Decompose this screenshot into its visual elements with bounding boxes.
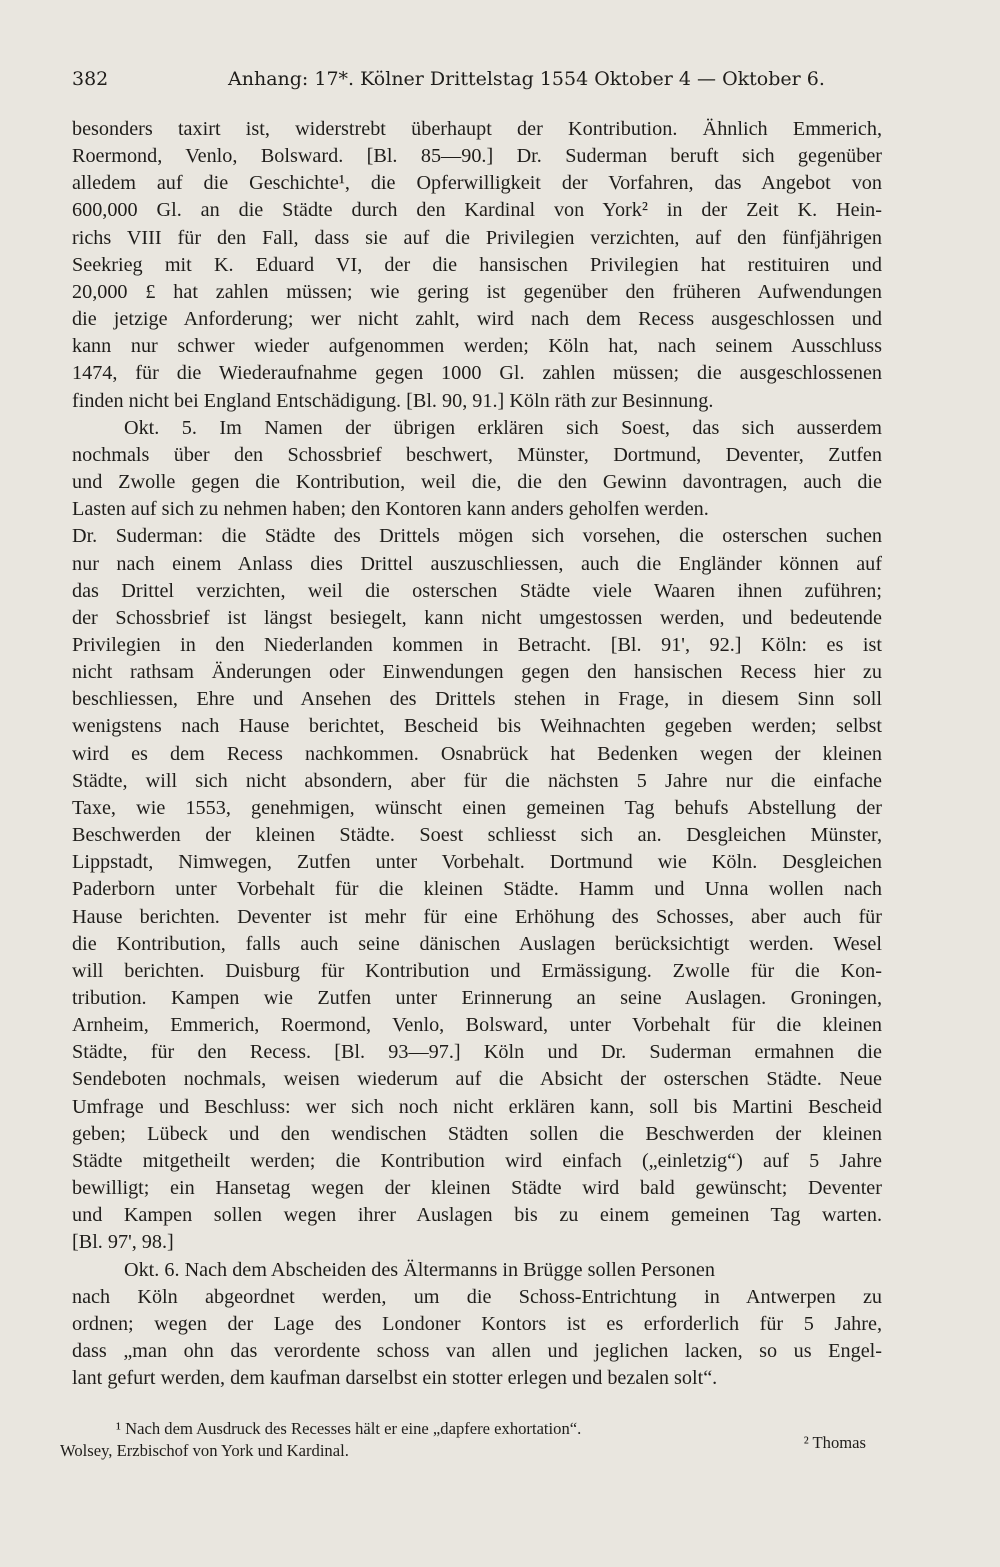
text-line: ordnen; wegen der Lage des Londoner Kontors ist es erforderlich für 5 Jahre, [72,1312,882,1335]
running-title: Anhang: 17*. Kölner Drittelstag 1554 Oktober 4 — Oktober 6. [228,68,825,90]
text-line: beschliessen, Ehre und Ansehen des Drittels stehen in Frage, in diesem Sinn soll [72,688,882,711]
text-line: richs VIII für den Fall, dass sie auf die Privilegien verzichten, auf den fünfjährigen [72,226,882,249]
text-line: 1474, für die Wiederaufnahme gegen 1000 Gl. zahlen müssen; die ausgeschlossenen [72,362,882,385]
footnotes [60,1418,870,1462]
text-line: die jetzige Anforderung; wer nicht zahlt, wird nach dem Recess ausgeschlossen und [72,308,882,331]
text-line: geben; Lübeck und den wendischen Städten sollen die Beschwerden der kleinen [72,1122,882,1145]
text-line: finden nicht bei England Entschädigung. [Bl. 90, 91.] Köln räth zur Besinnung. [72,389,714,412]
text-line: das Drittel verzichten, weil die osterschen Städte viele Waaren ihnen zuführen; [72,579,882,602]
text-line: Städte mitgetheilt werden; die Kontribution wird einfach („einletzig“) auf 5 Jahre [72,1149,882,1172]
text-line: und Kampen sollen wegen ihrer Auslagen bis zu einem gemeinen Tag warten. [72,1204,882,1227]
text-line: Umfrage und Beschluss: wer sich noch nicht erklären kann, soll bis Martini Bescheid [72,1095,882,1118]
text-line: nach Köln abgeordnet werden, um die Schoss-Entrichtung in Antwerpen zu [72,1285,882,1308]
text-line: [Bl. 97', 98.] [72,1231,174,1254]
text-line: Arnheim, Emmerich, Roermond, Venlo, Bolsward, unter Vorbehalt für die kleinen [72,1014,882,1037]
text-line: Okt. 6. Nach dem Abscheiden des Ältermanns in Brügge sollen Personen [124,1258,715,1281]
body-text [72,116,882,1392]
text-line: Städte, will sich nicht absondern, aber für die nächsten 5 Jahre nur die einfache [72,769,882,792]
text-line: besonders taxirt ist, widerstrebt überhaupt der Kontribution. Ähnlich Emmerich, [72,118,882,140]
text-line: tribution. Kampen wie Zutfen unter Erinnerung an seine Auslagen. Groningen, [72,987,882,1009]
text-line: kann nur schwer wieder aufgenommen werden; Köln hat, nach seinem Ausschluss [72,335,882,358]
text-line: wenigstens nach Hause berichtet, Bescheid bis Weihnachten gegeben werden; selbst [72,715,882,738]
text-line: Paderborn unter Vorbehalt für die kleinen Städte. Hamm und Unna wollen nach [72,878,882,901]
text-line: Seekrieg mit K. Eduard VI, der die hansischen Privilegien hat restituiren und [72,253,882,276]
text-line: Hause berichten. Deventer ist mehr für eine Erhöhung des Schosses, aber auch für [72,905,882,928]
text-line: Roermond, Venlo, Bolsward. [Bl. 85—90.] Dr. Suderman beruft sich gegenüber [72,145,882,168]
text-line: Okt. 5. Im Namen der übrigen erklären sich Soest, das sich ausserdem [124,416,882,439]
text-line: Städte, für den Recess. [Bl. 93—97.] Köln und Dr. Suderman ermahnen die [72,1041,882,1064]
text-line: die Kontribution, falls auch seine dänischen Auslagen berücksichtigt werden. Wesel [72,932,882,955]
text-line: 20,000 £ hat zahlen müssen; wie gering ist gegenüber den früheren Aufwendungen [72,280,882,303]
text-line: Taxe, wie 1553, genehmigen, wünscht einen gemeinen Tag behufs Abstellung der [72,796,882,819]
text-line: will berichten. Duisburg für Kontribution und Ermässigung. Zwolle für die Kon- [72,959,882,982]
text-line: Lippstadt, Nimwegen, Zutfen unter Vorbehalt. Dortmund wie Köln. Desgleichen [72,851,882,874]
text-line: wird es dem Recess nachkommen. Osnabrück hat Bedenken wegen der kleinen [72,742,882,765]
text-line: bewilligt; ein Hansetag wegen der kleinen Städte wird bald gewünscht; Deventer [72,1177,882,1200]
text-line: 600,000 Gl. an die Städte durch den Kardinal von York² in der Zeit K. Hein- [72,199,882,222]
footnote-1: ¹ Nach dem Ausdruck des Recesses hält er eine „dapfere exhortation“. [116,1419,582,1438]
footnote-2-continuation: Wolsey, Erzbischof von York und Kardinal. [60,1441,349,1460]
text-line: Lasten auf sich zu nehmen haben; den Kontoren kann anders geholfen werden. [72,498,709,521]
text-line: nochmals über den Schossbrief beschwert, Münster, Dortmund, Deventer, Zutfen [72,443,882,466]
text-line: lant gefurt werden, dem kaufman darselbst ein stotter erlegen und bezalen solt“. [72,1367,718,1390]
text-line: alledem auf die Geschichte¹, die Opferwilligkeit der Vorfahren, das Angebot von [72,172,882,195]
text-line: dass „man ohn das verordente schoss van allen und jeglichen lacken, so us Engel- [72,1340,882,1363]
text-line: Sendeboten nochmals, weisen wiederum auf die Absicht der osterschen Städte. Neue [72,1068,882,1091]
text-line: nur nach einem Anlass dies Drittel auszuschliessen, auch die Engländer können auf [72,552,882,575]
text-line: Dr. Suderman: die Städte des Drittels mögen sich vorsehen, die osterschen suchen [72,525,882,548]
text-line: nicht rathsam Änderungen oder Einwendungen gegen den hansischen Recess hier zu [72,661,882,684]
text-line: Beschwerden der kleinen Städte. Soest schliesst sich an. Desgleichen Münster, [72,824,882,847]
text-line: Privilegien in den Niederlanden kommen in Betracht. [Bl. 91', 92.] Köln: es ist [72,633,882,656]
page-number: 382 [72,68,109,90]
footnote-2: ² Thomas [803,1433,866,1452]
text-line: und Zwolle gegen die Kontribution, weil die, die den Gewinn davontragen, auch die [72,471,882,494]
text-line: der Schossbrief ist längst besiegelt, kann nicht umgestossen werden, und bedeutende [72,606,882,629]
